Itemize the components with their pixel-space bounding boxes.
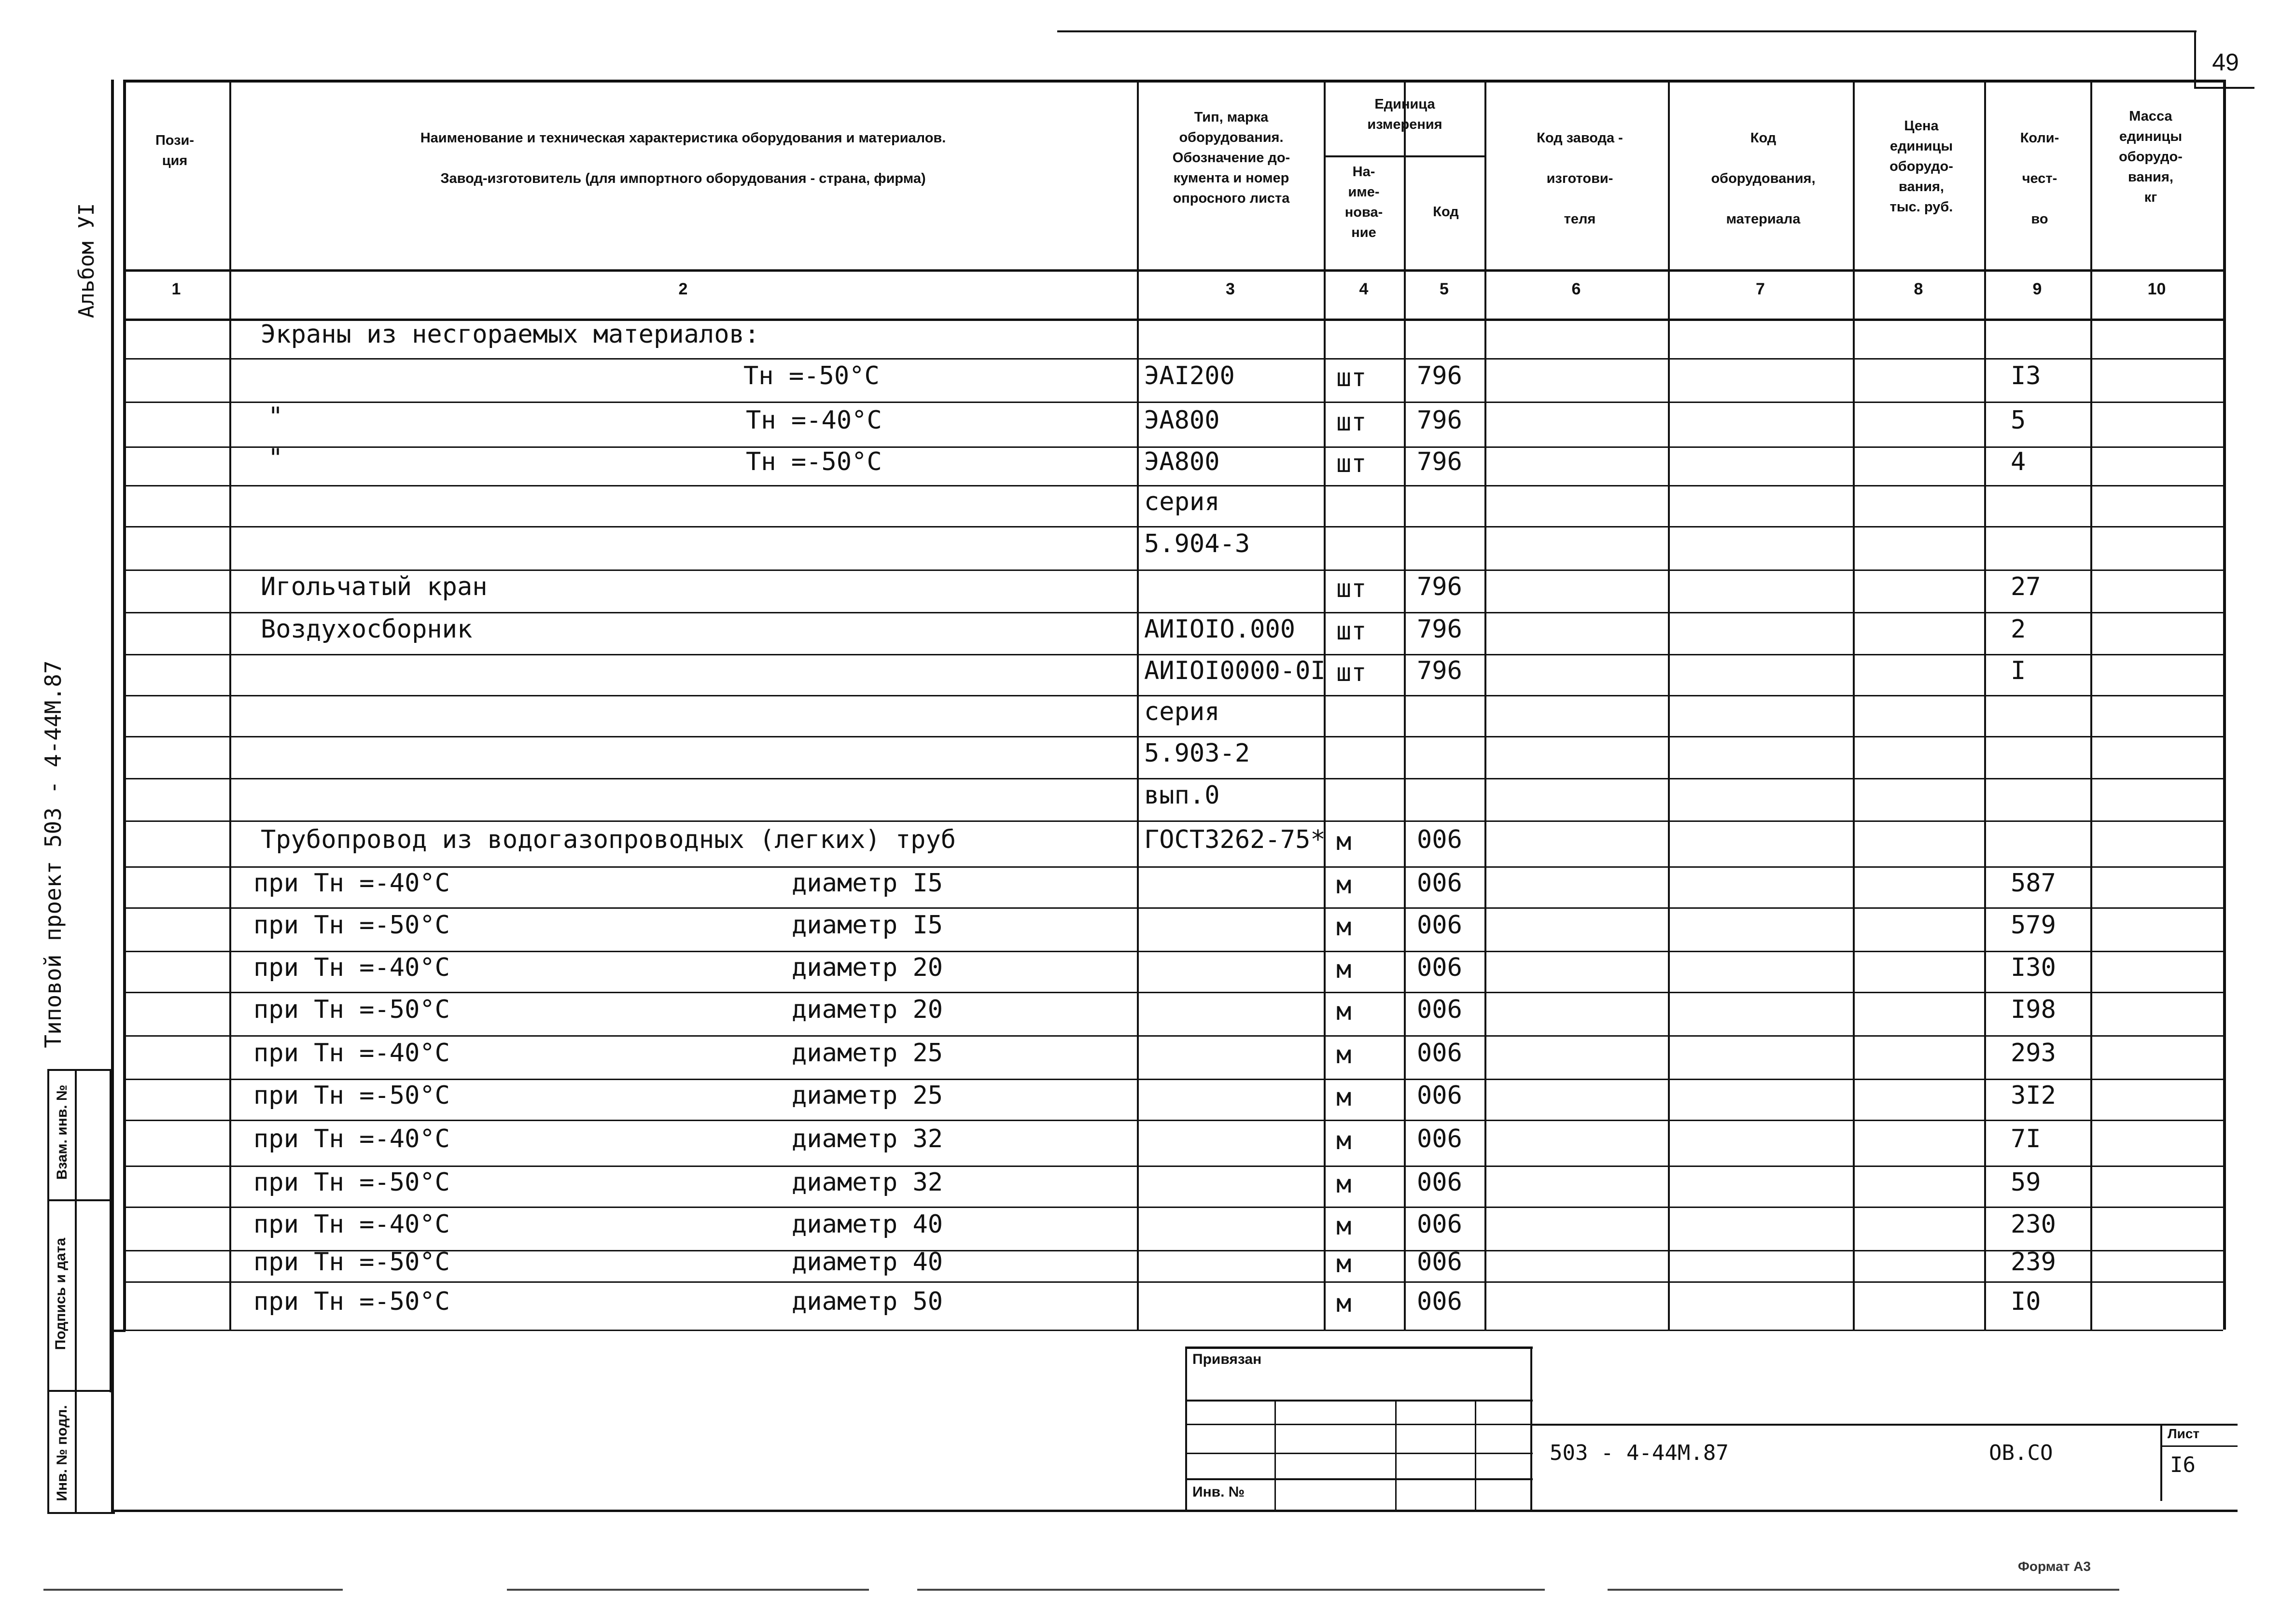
item-unit: м (1336, 827, 1352, 856)
item-unit-code: 796 (1417, 656, 1462, 685)
item-unit-code: 006 (1417, 1210, 1462, 1239)
item-unit: м (1336, 1249, 1352, 1278)
item-name: Трубопровод из водогазопроводных (легких) труб (261, 825, 956, 854)
stamp-privyazan: Привязан (1192, 1351, 1262, 1367)
stamp-inv: Инв. № (1192, 1484, 1245, 1500)
header-unit: Единица измерения (1367, 97, 1442, 132)
stamp-sheet-value: I6 (2170, 1453, 2196, 1477)
header-name: Наименование и техническая характеристика оборудования и материалов. Завод-изготовитель (для импортного оборудования - страна, фирма) (420, 130, 946, 186)
item-name: при Тн =-40°С (253, 1210, 450, 1239)
item-unit-code: 006 (1417, 1124, 1462, 1153)
item-type: ГОСТ3262-75* (1144, 825, 1326, 854)
item-type: АИIОI0000-0I (1144, 656, 1326, 685)
item-name: Тн =-50°С (746, 447, 882, 476)
column-number: 8 (1914, 280, 1923, 298)
item-unit: м (1336, 1041, 1352, 1069)
item-unit-code: 796 (1417, 447, 1462, 476)
album-label: Альбом УI (74, 203, 99, 319)
item-unit: шт (1336, 407, 1367, 437)
item-quantity: 587 (2011, 868, 2056, 898)
item-type: 5.904-3 (1144, 529, 1250, 558)
item-unit: м (1336, 955, 1352, 984)
item-type: ЭА800 (1144, 447, 1220, 476)
item-type: серия (1144, 697, 1220, 726)
column-number: 5 (1440, 280, 1449, 298)
item-quantity: 293 (2011, 1039, 2056, 1068)
ditto-mark: " (268, 444, 283, 472)
project-label: Типовой проект 503 - 4-44М.87 (40, 660, 66, 1048)
header-price: Цена единицы оборудо- вания, тыс. руб. (1889, 118, 1953, 215)
item-name: Экраны из несгораемых материалов: (261, 320, 760, 349)
item-name: при Тн =-50°С (253, 1081, 450, 1110)
item-unit: шт (1336, 658, 1367, 687)
item-name: при Тн =-50°С (253, 1287, 450, 1316)
item-quantity: 7I (2011, 1124, 2041, 1153)
header-equipment-code: Код оборудования, материала (1711, 130, 1816, 227)
item-unit-code: 006 (1417, 953, 1462, 982)
item-diameter: диаметр 20 (792, 953, 943, 982)
item-name: при Тн =-40°С (253, 868, 450, 898)
item-diameter: диаметр 32 (792, 1167, 943, 1197)
item-type: серия (1144, 487, 1220, 516)
item-diameter: диаметр I5 (792, 911, 943, 940)
item-name: при Тн =-50°С (253, 995, 450, 1024)
item-diameter: диаметр 20 (792, 995, 943, 1024)
item-quantity: 2 (2011, 614, 2026, 644)
item-unit-code: 006 (1417, 1167, 1462, 1197)
item-unit: м (1336, 1289, 1352, 1318)
stamp-section: ОВ.СО (1989, 1441, 2053, 1465)
side-box-vzam: Взам. инв. № (54, 1084, 70, 1180)
item-unit: шт (1336, 574, 1367, 603)
column-number: 7 (1756, 280, 1765, 298)
item-unit: м (1336, 1083, 1352, 1112)
item-quantity: 59 (2011, 1167, 2041, 1197)
header-position: Пози- ция (155, 133, 195, 168)
item-unit-code: 006 (1417, 825, 1462, 854)
item-quantity: I0 (2011, 1287, 2041, 1316)
item-quantity: I3 (2011, 361, 2041, 390)
item-type: 5.903-2 (1144, 738, 1250, 768)
format-label: Формат А3 (2018, 1559, 2091, 1574)
item-name: при Тн =-50°С (253, 1167, 450, 1197)
item-unit-code: 006 (1417, 1081, 1462, 1110)
item-quantity: 579 (2011, 911, 2056, 940)
item-type: ЭАI200 (1144, 361, 1235, 390)
column-number: 2 (678, 280, 688, 298)
item-type: АИIОIО.000 (1144, 614, 1296, 644)
column-number: 6 (1571, 280, 1581, 298)
item-name: при Тн =-40°С (253, 1039, 450, 1068)
item-type: ЭА800 (1144, 405, 1220, 435)
header-type: Тип, марка оборудования. Обозначение до- кумента и номер опросного листа (1172, 110, 1290, 206)
item-diameter: диаметр 25 (792, 1039, 943, 1068)
side-box-podpis: Подпись и дата (53, 1237, 69, 1350)
item-quantity: I30 (2011, 953, 2056, 982)
column-number: 9 (2032, 280, 2042, 298)
item-diameter: диаметр 40 (792, 1210, 943, 1239)
item-unit: м (1336, 1126, 1352, 1155)
item-unit-code: 006 (1417, 1287, 1462, 1316)
item-quantity: 27 (2011, 572, 2041, 601)
item-unit: шт (1336, 363, 1367, 392)
side-box-inv-podl: Инв. № подл. (54, 1405, 70, 1501)
column-number: 3 (1226, 280, 1235, 298)
item-unit-code: 796 (1417, 572, 1462, 601)
item-quantity: 230 (2011, 1210, 2056, 1239)
column-number: 10 (2147, 280, 2166, 298)
item-quantity: 239 (2011, 1247, 2056, 1277)
item-unit: м (1336, 870, 1352, 900)
header-unit-code: Код (1433, 204, 1459, 220)
item-name: при Тн =-40°С (253, 1124, 450, 1153)
item-unit: м (1336, 913, 1352, 942)
header-quantity: Коли- чест- во (2020, 130, 2059, 227)
item-unit-code: 796 (1417, 405, 1462, 435)
item-type: вып.0 (1144, 781, 1220, 810)
item-name: Тн =-50°С (743, 361, 880, 390)
item-name: при Тн =-50°С (253, 1247, 450, 1277)
item-quantity: I (2011, 656, 2026, 685)
item-unit: м (1336, 1212, 1352, 1241)
item-unit-code: 006 (1417, 1247, 1462, 1277)
item-name: Воздухосборник (261, 614, 473, 644)
item-unit: шт (1336, 449, 1367, 478)
item-unit-code: 006 (1417, 911, 1462, 940)
ditto-mark: " (268, 402, 283, 431)
item-unit-code: 006 (1417, 868, 1462, 898)
item-diameter: диаметр 25 (792, 1081, 943, 1110)
item-name: Тн =-40°С (746, 405, 882, 435)
item-name: Игольчатый кран (261, 572, 488, 601)
item-unit-code: 006 (1417, 995, 1462, 1024)
item-unit-code: 796 (1417, 361, 1462, 390)
item-diameter: диаметр I5 (792, 868, 943, 898)
header-unit-name: На- име- нова- ние (1344, 164, 1383, 240)
item-unit-code: 006 (1417, 1039, 1462, 1068)
header-factory-code: Код завода - изготови- теля (1537, 130, 1623, 227)
item-diameter: диаметр 50 (792, 1287, 943, 1316)
header-mass: Масса единицы оборудо- вания, кг (2119, 109, 2183, 205)
stamp-sheet-label: Лист (2168, 1426, 2200, 1441)
column-number: 1 (171, 280, 181, 298)
sheet-number-top: 49 (2212, 49, 2239, 76)
item-quantity: 3I2 (2011, 1081, 2056, 1110)
column-number: 4 (1359, 280, 1369, 298)
item-name: при Тн =-50°С (253, 911, 450, 940)
item-quantity: I98 (2011, 995, 2056, 1024)
item-name: при Тн =-40°С (253, 953, 450, 982)
item-unit-code: 796 (1417, 614, 1462, 644)
item-unit: м (1336, 1169, 1352, 1199)
item-quantity: 5 (2011, 405, 2026, 435)
stamp-doc-code: 503 - 4-44М.87 (1550, 1441, 1729, 1465)
item-diameter: диаметр 40 (792, 1247, 943, 1277)
item-unit: шт (1336, 616, 1367, 646)
item-diameter: диаметр 32 (792, 1124, 943, 1153)
item-unit: м (1336, 997, 1352, 1026)
item-quantity: 4 (2011, 447, 2026, 476)
